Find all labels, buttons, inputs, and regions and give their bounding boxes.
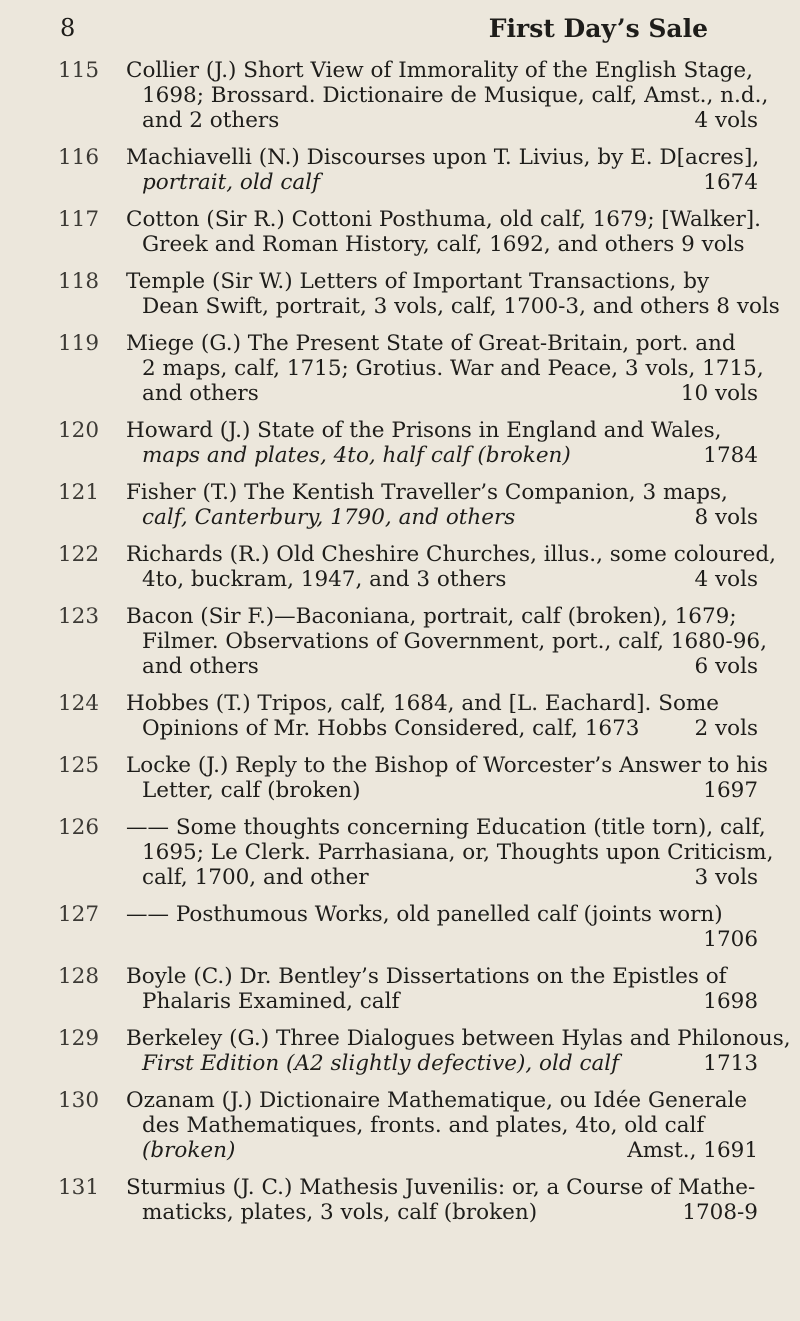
lot-quantity: 8 vols (694, 505, 758, 530)
lot-line: portrait, old calf (142, 170, 321, 195)
lot-line: Berkeley (G.) Three Dialogues between Hylas and Philonous, (126, 1026, 791, 1051)
lot-date: 1706 (703, 927, 758, 952)
lot-line: 2 maps, calf, 1715; Grotius. War and Peace, 3 vols, 1715, (142, 356, 764, 381)
lot-line: Collier (J.) Short View of Immorality of the English Stage, (126, 58, 753, 83)
lot-entry (58, 753, 768, 803)
lot-number: 118 (58, 269, 100, 294)
lot-quantity: 6 vols (694, 654, 758, 679)
lot-line: Richards (R.) Old Cheshire Churches, illus., some coloured, (126, 542, 776, 567)
lot-line: Dean Swift, portrait, 3 vols, calf, 1700-3, and others 8 vols (142, 294, 780, 319)
lot-line: Howard (J.) State of the Prisons in England and Wales, (126, 418, 722, 443)
lot-line: Ozanam (J.) Dictionaire Mathematique, ou Idée Generale (126, 1088, 748, 1113)
lot-date: 1708-9 (682, 1200, 758, 1225)
lot-entry (58, 331, 764, 406)
lot-list (58, 58, 791, 1237)
lot-line: 4to, buckram, 1947, and 3 others (142, 567, 507, 592)
lot-entry (58, 480, 758, 530)
lot-entry (58, 1088, 758, 1163)
lot-number: 120 (58, 418, 100, 443)
lot-line: —— Posthumous Works, old panelled calf (joints worn) (126, 902, 723, 927)
lot-number: 124 (58, 691, 100, 716)
lot-number: 121 (58, 480, 100, 505)
lot-date: 1674 (703, 170, 758, 195)
lot-line: Temple (Sir W.) Letters of Important Transactions, by (126, 269, 710, 294)
lot-number: 119 (58, 331, 100, 356)
lot-entry (58, 964, 758, 1014)
lot-line: Letter, calf (broken) (142, 778, 361, 803)
lot-entry (58, 58, 769, 133)
lot-number: 127 (58, 902, 100, 927)
lot-line: calf, 1700, and other (142, 865, 369, 890)
lot-line: calf, Canterbury, 1790, and others (142, 505, 516, 530)
lot-quantity: 4 vols (694, 567, 758, 592)
lot-line: Machiavelli (N.) Discourses upon T. Livius, by E. D[acres], (126, 145, 760, 170)
lot-entry (58, 902, 758, 952)
lot-entry (58, 269, 780, 319)
lot-date: 1698 (703, 989, 758, 1014)
lot-line: and 2 others (142, 108, 280, 133)
lot-line: 1695; Le Clerk. Parrhasiana, or, Thoughts upon Criticism, (142, 840, 774, 865)
lot-number: 129 (58, 1026, 100, 1051)
lot-line: Locke (J.) Reply to the Bishop of Worcester’s Answer to his (126, 753, 768, 778)
lot-number: 115 (58, 58, 100, 83)
lot-quantity: 10 vols (680, 381, 758, 406)
lot-date: 1784 (703, 443, 758, 468)
lot-entry (58, 145, 758, 195)
lot-number: 117 (58, 207, 100, 232)
lot-line: Filmer. Observations of Government, port., calf, 1680-96, (142, 629, 767, 654)
lot-date: 1713 (703, 1051, 758, 1076)
lot-quantity: 4 vols (694, 108, 758, 133)
running-title: First Day’s Sale (488, 14, 708, 43)
lot-line: and others (142, 381, 259, 406)
lot-line: Greek and Roman History, calf, 1692, and others 9 vols (142, 232, 745, 257)
lot-line: Phalaris Examined, calf (142, 989, 400, 1014)
lot-number: 116 (58, 145, 100, 170)
lot-number: 125 (58, 753, 100, 778)
lot-line: Hobbes (T.) Tripos, calf, 1684, and [L. Eachard]. Some (126, 691, 720, 716)
page-number: 8 (60, 14, 76, 42)
lot-line: Sturmius (J. C.) Mathesis Juvenilis: or, a Course of Mathe- (126, 1175, 756, 1200)
lot-line: Fisher (T.) The Kentish Traveller’s Companion, 3 maps, (126, 480, 728, 505)
lot-number: 123 (58, 604, 100, 629)
lot-number: 130 (58, 1088, 100, 1113)
lot-line: Boyle (C.) Dr. Bentley’s Dissertations on the Epistles of (126, 964, 727, 989)
lot-entry (58, 1175, 758, 1225)
lot-line: Opinions of Mr. Hobbs Considered, calf, 1673 (142, 716, 640, 741)
lot-line: Cotton (Sir R.) Cottoni Posthuma, old calf, 1679; [Walker]. (126, 207, 761, 232)
lot-entry (58, 418, 758, 468)
lot-line: (broken) (142, 1138, 236, 1163)
page-header (0, 14, 800, 54)
lot-line: First Edition (A2 slightly defective), old calf (142, 1051, 620, 1076)
lot-entry (58, 542, 776, 592)
lot-date: Amst., 1691 (627, 1138, 758, 1163)
lot-number: 128 (58, 964, 100, 989)
lot-entry (58, 604, 767, 679)
lot-line: des Mathematiques, fronts. and plates, 4to, old calf (142, 1113, 705, 1138)
lot-entry (58, 815, 774, 890)
lot-number: 126 (58, 815, 100, 840)
lot-line: Miege (G.) The Present State of Great-Britain, port. and (126, 331, 736, 356)
lot-entry (58, 1026, 791, 1076)
lot-line: maticks, plates, 3 vols, calf (broken) (142, 1200, 538, 1225)
lot-number: 131 (58, 1175, 100, 1200)
lot-line: maps and plates, 4to, half calf (broken) (142, 443, 571, 468)
lot-line: and others (142, 654, 259, 679)
lot-quantity: 2 vols (694, 716, 758, 741)
lot-number: 122 (58, 542, 100, 567)
lot-line: —— Some thoughts concerning Education (title torn), calf, (126, 815, 766, 840)
lot-line: Bacon (Sir F.)—Baconiana, portrait, calf (broken), 1679; (126, 604, 737, 629)
lot-entry (58, 691, 758, 741)
lot-quantity: 3 vols (694, 865, 758, 890)
lot-entry (58, 207, 761, 257)
lot-line: 1698; Brossard. Dictionaire de Musique, calf, Amst., n.d., (142, 83, 769, 108)
lot-date: 1697 (703, 778, 758, 803)
